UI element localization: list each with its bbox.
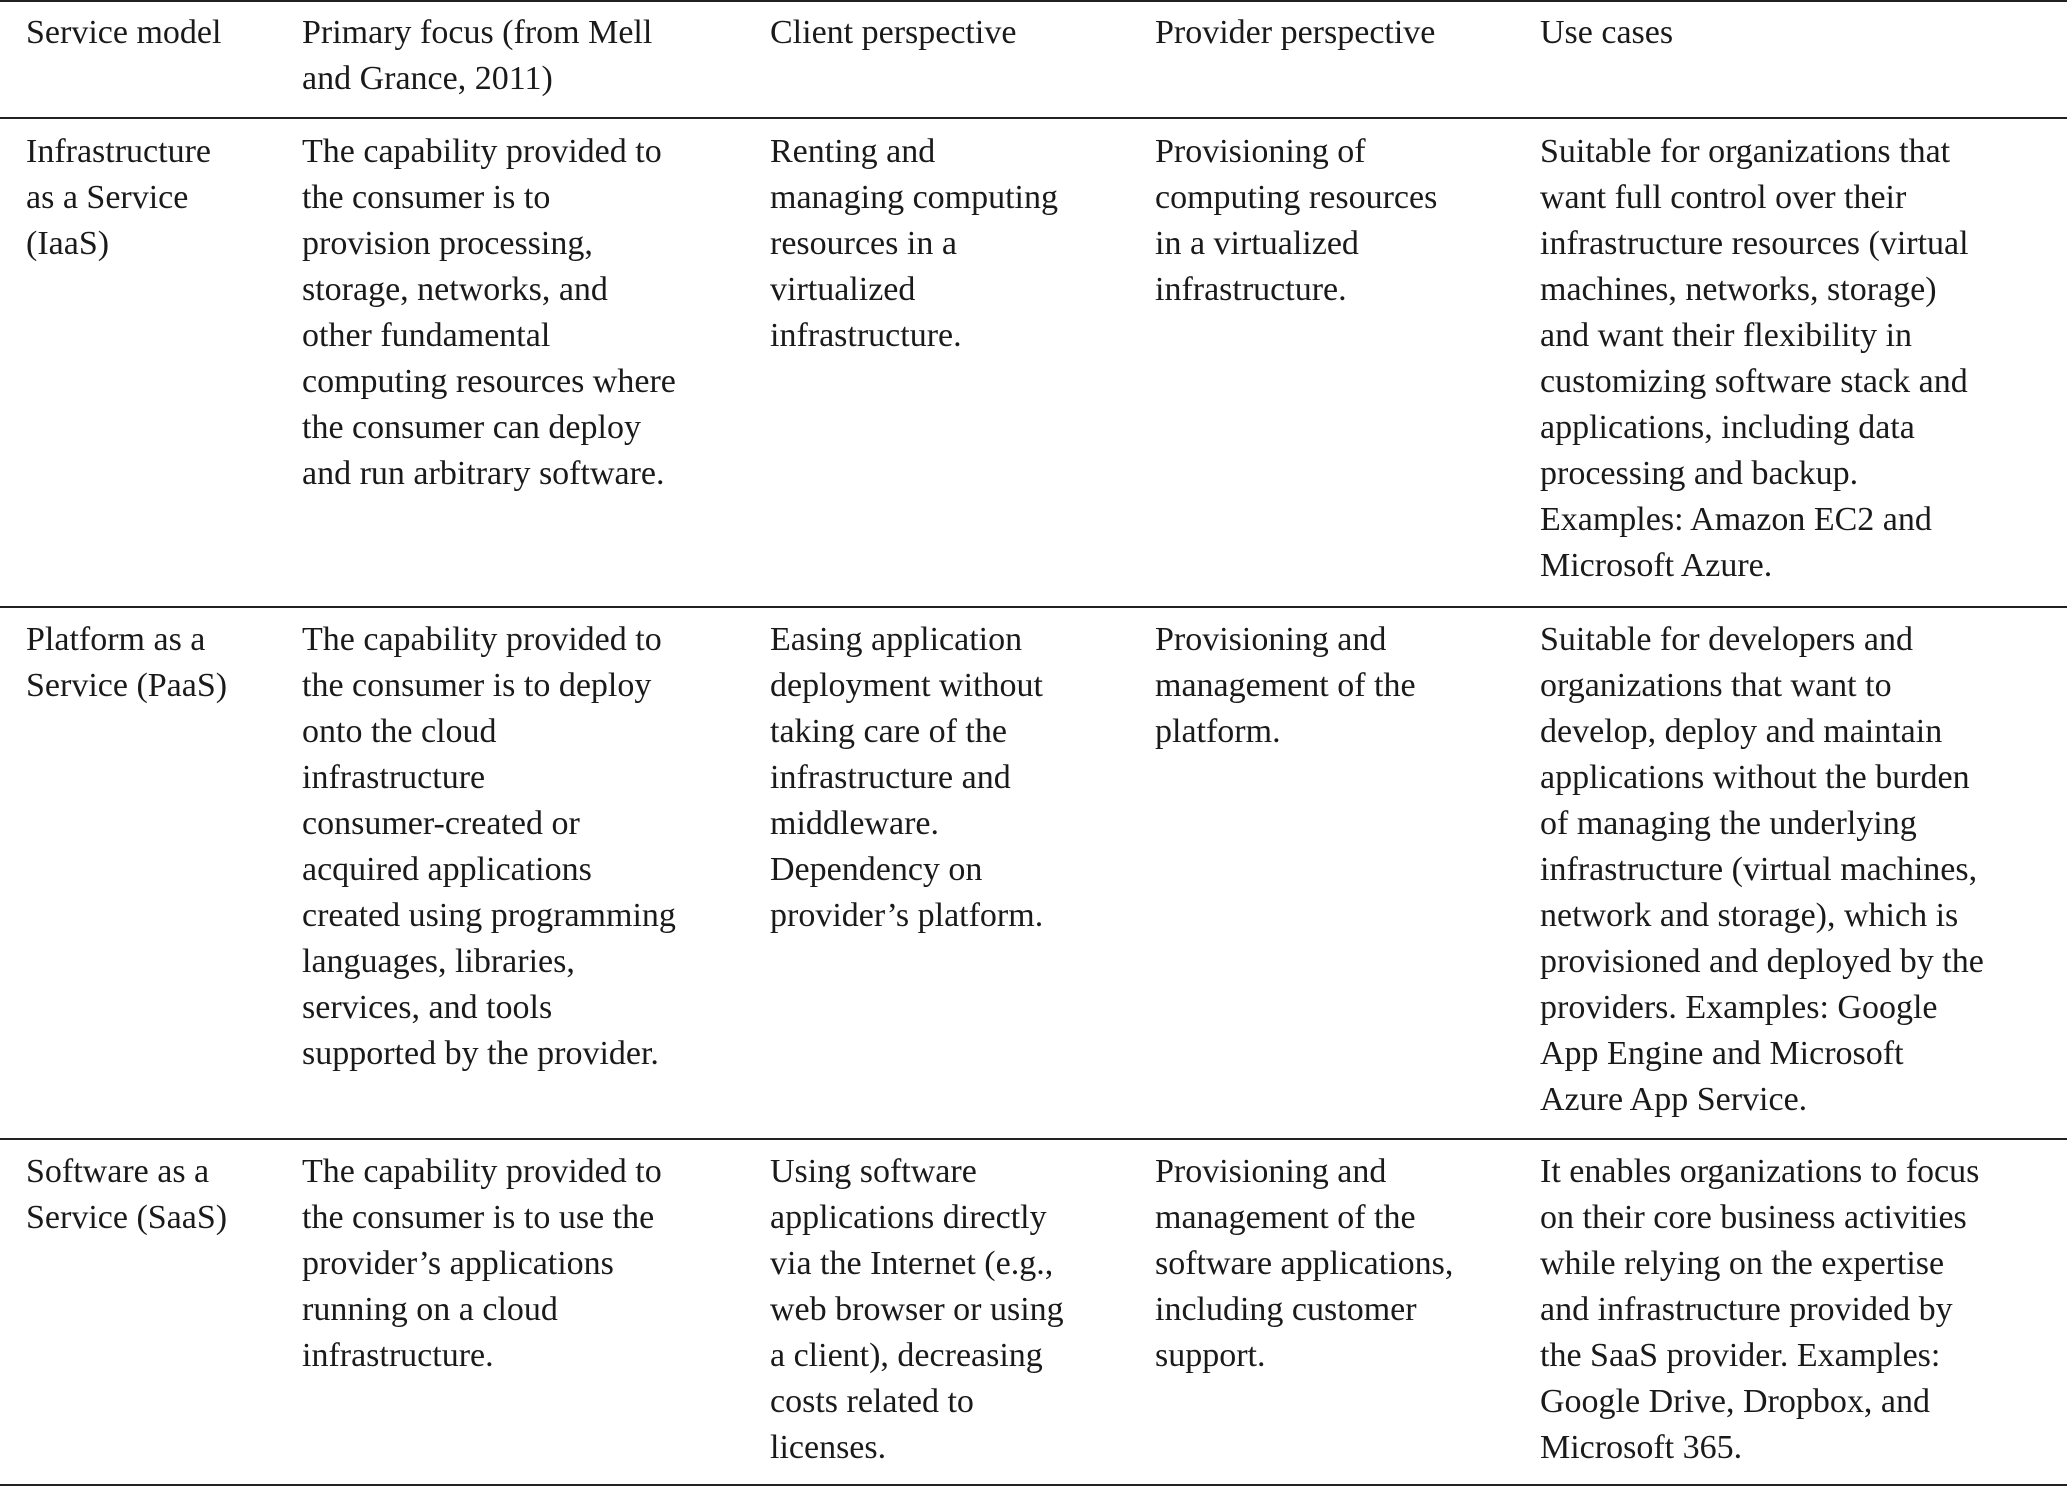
saas-provider-perspective: Provisioning and management of the software applications, including customer support. xyxy=(1155,1153,1454,1374)
row-rule-2 xyxy=(0,1138,2067,1140)
saas-use-cases: It enables organizations to focus on their core business activities while relying on the expertise and infrastructure provided by the SaaS provider. Examples: Google Drive, Dropbox, and Microsoft 365. xyxy=(1540,1153,1980,1466)
iaas-service-model: Infrastructure as a Service (IaaS) xyxy=(26,133,212,262)
saas-client-perspective: Using software applications directly via the Internet (e.g., web browser or using a client), decreasing costs related to licenses. xyxy=(770,1153,1064,1466)
top-rule xyxy=(0,0,2067,2)
paas-primary-focus: The capability provided to the consumer is to deploy onto the cloud infrastructure consumer-created or acquired applications created using programming languages, libraries, services, and tools supported by the provider. xyxy=(302,621,676,1072)
paas-use-cases: Suitable for developers and organizations that want to develop, deploy and maintain applications without the burden of managing the underlying infrastructure (virtual machines, network and storage), which is provisioned and deployed by the providers. Examples: Google App Engine and Microsoft Azure App Service. xyxy=(1540,621,1984,1118)
saas-primary-focus: The capability provided to the consumer is to use the provider’s applications running on a cloud infrastructure. xyxy=(302,1153,662,1374)
saas-service-model: Software as a Service (SaaS) xyxy=(26,1153,228,1236)
header-use-cases: Use cases xyxy=(1540,14,1674,51)
iaas-use-cases: Suitable for organizations that want full control over their infrastructure resources (virtual machines, networks, storage) and want their flexibility in customizing software stack and applications, including data processing and backup. Examples: Amazon EC2 and Microsoft Azure. xyxy=(1540,133,1969,584)
iaas-client-perspective: Renting and managing computing resources in a virtualized infrastructure. xyxy=(770,133,1059,354)
header-primary-focus: Primary focus (from Mell and Grance, 2011) xyxy=(302,14,653,97)
header-rule xyxy=(0,117,2067,119)
header-service-model: Service model xyxy=(26,14,222,51)
iaas-provider-perspective: Provisioning of computing resources in a virtualized infrastructure. xyxy=(1155,133,1438,308)
paas-provider-perspective: Provisioning and management of the platform. xyxy=(1155,621,1416,750)
bottom-rule xyxy=(0,1484,2067,1486)
paas-service-model: Platform as a Service (PaaS) xyxy=(26,621,228,704)
header-client-perspective: Client perspective xyxy=(770,14,1017,51)
paas-client-perspective: Easing application deployment without taking care of the infrastructure and middleware. Dependency on provider’s platform. xyxy=(770,621,1044,934)
header-provider-perspective: Provider perspective xyxy=(1155,14,1436,51)
row-rule-1 xyxy=(0,606,2067,608)
iaas-primary-focus: The capability provided to the consumer is to provision processing, storage, networks, and other fundamental computing resources where the consumer can deploy and run arbitrary software. xyxy=(302,133,676,492)
